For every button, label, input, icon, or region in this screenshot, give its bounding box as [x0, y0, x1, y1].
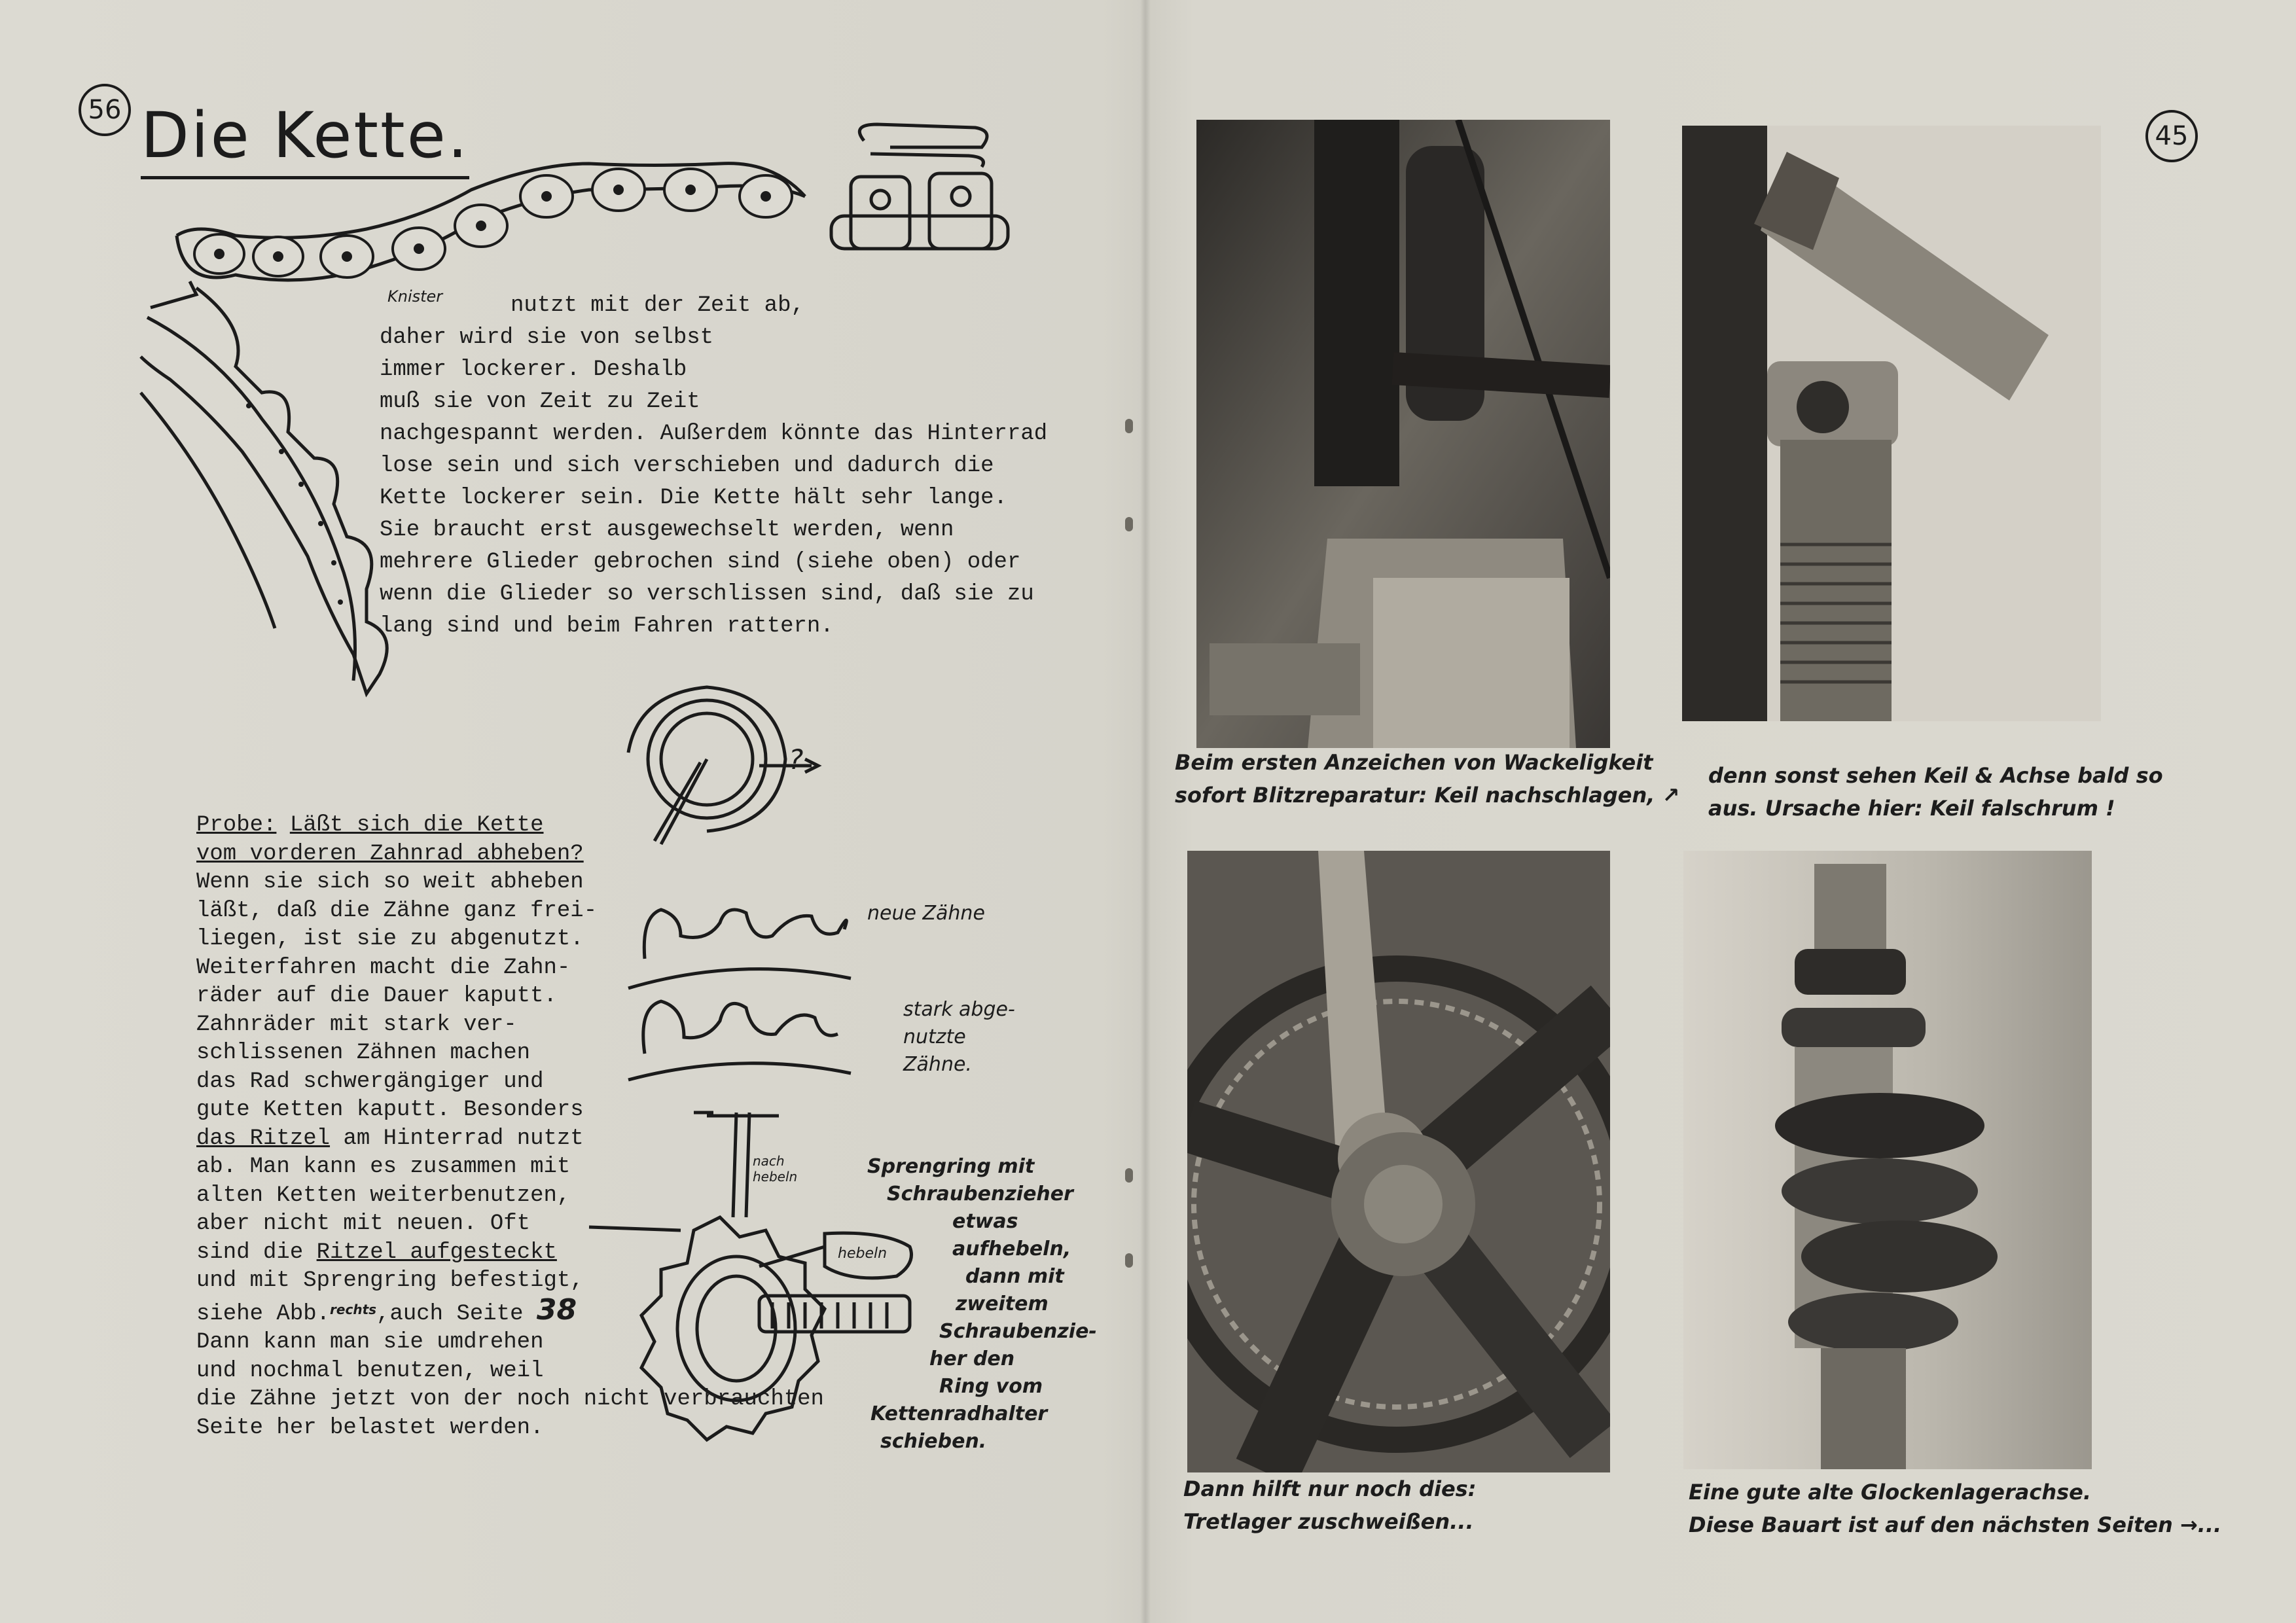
- left-page: [0, 0, 1145, 1623]
- probe-text: Probe: Läßt sich die Kette vom vorderen Zahnrad abheben? Wenn sie sich so weit abheben läßt, daß die Zähne ganz frei- liegen, ist sie zu abgenutzt. Weiterfahren macht die Zahn- räder auf die Dauer kaputt. Zahnräder mit stark ver- schlissenen Zähnen machen das Rad schwergängiger und gute Ketten kaputt. Besonders das Ritzel am Hinterrad nutzt ab. Man kann es zusammen mit alten Ketten weiterbenutzen, aber nicht mit neuen. Oft sind die Ritzel aufgesteckt und mit Sprengring befestigt, siehe Abb.$^{rechts}$,auch Seite 38 Dann kann man sie umdrehen und nochmal benutzen, weil die Zähne jetzt von der noch nicht verbrauchten Seite her belastet werden.: [196, 812, 824, 1442]
- handwritten-rechts: rechts: [330, 1301, 377, 1317]
- text-line: aber nicht mit neuen. Oft: [196, 1211, 531, 1236]
- photo-bell-bearing-axle: [1683, 851, 2092, 1469]
- caption-top-right: denn sonst sehen Keil & Achse bald so aus. Ursache hier: Keil falschrum !: [1708, 763, 2163, 821]
- text-line: lang sind und beim Fahren rattern.: [380, 614, 834, 639]
- text-line: schlissenen Zähnen machen: [196, 1041, 531, 1065]
- label-neue-zaehne: neue Zähne: [867, 902, 985, 925]
- label-nach-hebeln: nach hebeln: [753, 1153, 798, 1185]
- text-line: die Zähne jetzt von der noch nicht verbrauchten: [196, 1387, 824, 1412]
- page-number-left: 56: [79, 84, 131, 136]
- probe-question: vom vorderen Zahnrad abheben?: [196, 841, 584, 866]
- text-line: Seite her belastet werden.: [196, 1415, 544, 1440]
- right-page: [1145, 0, 2296, 1623]
- text-line: nutzt mit der Zeit ab,: [511, 293, 804, 318]
- page-title: Die Kette.: [141, 98, 469, 179]
- handwritten-page-ref: 38: [536, 1293, 577, 1327]
- text-line: Sie braucht erst ausgewechselt werden, wenn: [380, 518, 954, 543]
- text-line: und mit Sprengring befestigt,: [196, 1268, 584, 1293]
- text-line: mehrere Glieder gebrochen sind (siehe oben) oder: [380, 550, 1021, 575]
- text-line: immer lockerer. Deshalb: [380, 357, 687, 382]
- probe-question: Läßt sich die Kette: [289, 813, 544, 838]
- text-line: wenn die Glieder so verschlissen sind, daß sie zu: [380, 582, 1034, 607]
- label-sprengring: Sprengring mit Schraubenzieher etwas aufhebeln, dann mit zweitem Schraubenzie- her den Ring vom Kettenradhalter schieben.: [867, 1155, 1097, 1453]
- text-line: nachgespannt werden. Außerdem könnte das Hinterrad: [380, 421, 1048, 446]
- text-line: Kette lockerer sein. Die Kette hält sehr lange.: [380, 486, 1007, 510]
- text-line: Weiterfahren macht die Zahn-: [196, 955, 571, 980]
- caption-bottom-right: Eine gute alte Glockenlagerachse. Diese Bauart ist auf den nächsten Seiten →...: [1689, 1480, 2222, 1537]
- photo-wedge-axle: [1682, 126, 2101, 721]
- text-line: Zahnräder mit stark ver-: [196, 1012, 517, 1037]
- text-line: das Rad schwergängiger und: [196, 1069, 544, 1094]
- text-line: Wenn sie sich so weit abheben: [196, 870, 584, 895]
- text-line: ab. Man kann es zusammen mit: [196, 1154, 571, 1179]
- photo-headset-wedge: [1196, 120, 1610, 748]
- text-line: gute Ketten kaputt. Besonders: [196, 1097, 584, 1122]
- label-stark-abgenutzt: stark abge- nutzte Zähne.: [903, 998, 1015, 1076]
- text-line: lose sein und sich verschieben und dadurch die: [380, 454, 994, 478]
- text-line: und nochmal benutzen, weil: [196, 1358, 544, 1383]
- chain-label: Knister: [387, 287, 443, 306]
- text-line: läßt, daß die Zähne ganz frei-: [196, 898, 598, 923]
- text-line: muß sie von Zeit zu Zeit: [380, 389, 700, 414]
- photo-crank-weld: [1187, 851, 1610, 1472]
- probe-label: Probe:: [196, 813, 277, 838]
- text-line: liegen, ist sie zu abgenutzt.: [196, 927, 584, 952]
- underlined-ritzel: das Ritzel: [196, 1126, 331, 1151]
- underlined-ritzel-aufgesteckt: Ritzel aufgesteckt: [316, 1240, 557, 1265]
- page-number-right: 45: [2145, 110, 2198, 162]
- text-line: räder auf die Dauer kaputt.: [196, 984, 557, 1008]
- text-line: daher wird sie von selbst: [380, 325, 714, 350]
- text-line: alten Ketten weiterbenutzen,: [196, 1183, 571, 1208]
- question-mark: ?: [789, 743, 804, 776]
- text-line: Dann kann man sie umdrehen: [196, 1330, 544, 1355]
- caption-bottom-left: Dann hilft nur noch dies: Tretlager zuschweißen...: [1183, 1476, 1477, 1534]
- caption-top-left: Beim ersten Anzeichen von Wackeligkeit sofort Blitzreparatur: Keil nachschlagen, ↗: [1175, 750, 1680, 808]
- label-hebeln: hebeln: [838, 1245, 888, 1262]
